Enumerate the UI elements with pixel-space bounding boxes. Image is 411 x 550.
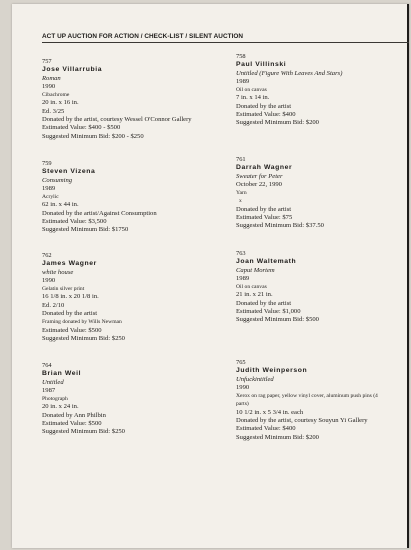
catalog-entry-765 — [236, 359, 378, 442]
artwork-dimensions: 20 in. x 24 in. — [42, 403, 79, 411]
artist-name: Brian Weil — [42, 370, 82, 378]
donation-credit: Donated by the artist/Against Consumption — [42, 209, 157, 217]
artwork-title: Untitled — [42, 378, 64, 386]
minimum-bid: Suggested Minimum Bid: $37.50 — [236, 222, 324, 230]
catalog-entry-758 — [236, 53, 342, 128]
artwork-date: October 22, 1990 — [236, 180, 282, 188]
estimated-value: Estimated Value: $75 — [236, 214, 293, 222]
artwork-year: 1989 — [42, 184, 56, 192]
lot-number: 763 — [236, 250, 246, 257]
estimated-value: Estimated Value: $400 - $500 — [42, 124, 121, 132]
artwork-year: 1989 — [236, 274, 250, 282]
minimum-bid: Suggested Minimum Bid: $1750 — [42, 226, 129, 234]
catalog-entry-761 — [236, 156, 324, 231]
artwork-year: 1990 — [42, 276, 56, 284]
artist-name: Darrah Wagner — [236, 164, 293, 172]
framing-credit: Framing donated by Wills Newman — [42, 319, 122, 326]
artwork-dimensions: x — [239, 198, 242, 205]
artist-name: James Wagner — [42, 260, 97, 268]
artist-name: Joan Waltemath — [236, 258, 297, 266]
artwork-title: white house — [42, 268, 74, 276]
donation-credit: Donated by the artist — [236, 205, 292, 213]
donation-credit: Donated by the artist — [42, 310, 98, 318]
artwork-year: 1987 — [42, 386, 56, 394]
estimated-value: Estimated Value: $500 — [42, 420, 102, 428]
estimated-value: Estimated Value: $500 — [42, 326, 102, 334]
lot-number: 764 — [42, 362, 52, 369]
artist-name: Jose Villarrubia — [42, 66, 103, 74]
artwork-title: Consuming — [42, 176, 73, 184]
page-edge-rule — [407, 4, 409, 548]
artwork-medium: Photograph — [42, 396, 68, 403]
catalog-entry-762 — [42, 252, 125, 343]
catalog-entry-757 — [42, 58, 192, 141]
artwork-year: 1989 — [236, 77, 250, 85]
artwork-title: Caput Mortem — [236, 266, 275, 274]
artwork-dimensions: 62 in. x 44 in. — [42, 201, 79, 209]
artwork-medium: Acrylic — [42, 194, 59, 201]
page-header: ACT UP AUCTION FOR ACTION / CHECK-LIST / SILENT AUCTION — [42, 33, 244, 40]
artist-name: Paul Villinski — [236, 61, 287, 69]
minimum-bid: Suggested Minimum Bid: $500 — [236, 316, 319, 324]
artwork-year: 1990 — [42, 82, 56, 90]
artwork-medium: Xerox on rag paper, yellow vinyl cover, aluminum push pins (4 — [236, 393, 378, 400]
artwork-title: Unfuckintitled — [236, 375, 274, 383]
donation-credit: Donated by the artist — [236, 299, 292, 307]
lot-number: 757 — [42, 58, 52, 65]
artwork-medium: Oil on canvas — [236, 284, 267, 291]
estimated-value: Estimated Value: $400 — [236, 111, 296, 119]
artwork-year: 1990 — [236, 383, 250, 391]
artwork-title: Sweater for Peter — [236, 172, 283, 180]
lot-number: 762 — [42, 252, 52, 259]
artwork-edition: Ed. 3/25 — [42, 107, 65, 115]
donation-credit: Donated by Ann Philbin — [42, 411, 106, 419]
lot-number: 758 — [236, 53, 246, 60]
artist-name: Judith Weinperson — [236, 367, 308, 375]
estimated-value: Estimated Value: $3,500 — [42, 218, 107, 226]
lot-number: 759 — [42, 160, 52, 167]
catalog-page — [12, 4, 409, 548]
donation-credit: Donated by the artist, courtesy Wessel O'Connor Gallery — [42, 116, 192, 124]
artist-name: Steven Vizena — [42, 168, 96, 176]
artwork-dimensions: 16 1/8 in. x 20 1/8 in. — [42, 293, 99, 301]
minimum-bid: Suggested Minimum Bid: $250 — [42, 334, 125, 342]
minimum-bid: Suggested Minimum Bid: $200 - $250 — [42, 132, 144, 140]
header-rule — [42, 42, 409, 43]
artwork-medium: Oil on canvas — [236, 87, 267, 94]
artwork-dimensions: 10 1/2 in. x 5 3/4 in. each — [236, 408, 304, 416]
lot-number: 761 — [236, 156, 246, 163]
lot-number: 765 — [236, 359, 246, 366]
artwork-medium: Yarn — [236, 190, 247, 197]
artwork-medium-continued: parts) — [236, 401, 249, 408]
artwork-dimensions: 21 in. x 21 in. — [236, 291, 273, 299]
catalog-entry-763 — [236, 250, 319, 325]
catalog-entry-759 — [42, 160, 157, 235]
catalog-entry-764 — [42, 362, 125, 437]
minimum-bid: Suggested Minimum Bid: $200 — [236, 119, 319, 127]
artwork-medium: Gelatin silver print — [42, 286, 85, 293]
estimated-value: Estimated Value: $1,000 — [236, 308, 301, 316]
artwork-dimensions: 20 in. x 16 in. — [42, 99, 79, 107]
estimated-value: Estimated Value: $400 — [236, 425, 296, 433]
donation-credit: Donated by the artist, courtesy Souyun Yi Gallery — [236, 417, 368, 425]
minimum-bid: Suggested Minimum Bid: $250 — [42, 428, 125, 436]
artwork-edition: Ed. 2/10 — [42, 301, 65, 309]
artwork-dimensions: 7 in. x 14 in. — [236, 94, 270, 102]
artwork-medium: Cibachrome — [42, 92, 70, 99]
artwork-title: Roman — [42, 74, 61, 82]
artwork-title: Untitled (Figure With Leaves And Stars) — [236, 69, 343, 77]
minimum-bid: Suggested Minimum Bid: $200 — [236, 433, 319, 441]
donation-credit: Donated by the artist — [236, 102, 292, 110]
